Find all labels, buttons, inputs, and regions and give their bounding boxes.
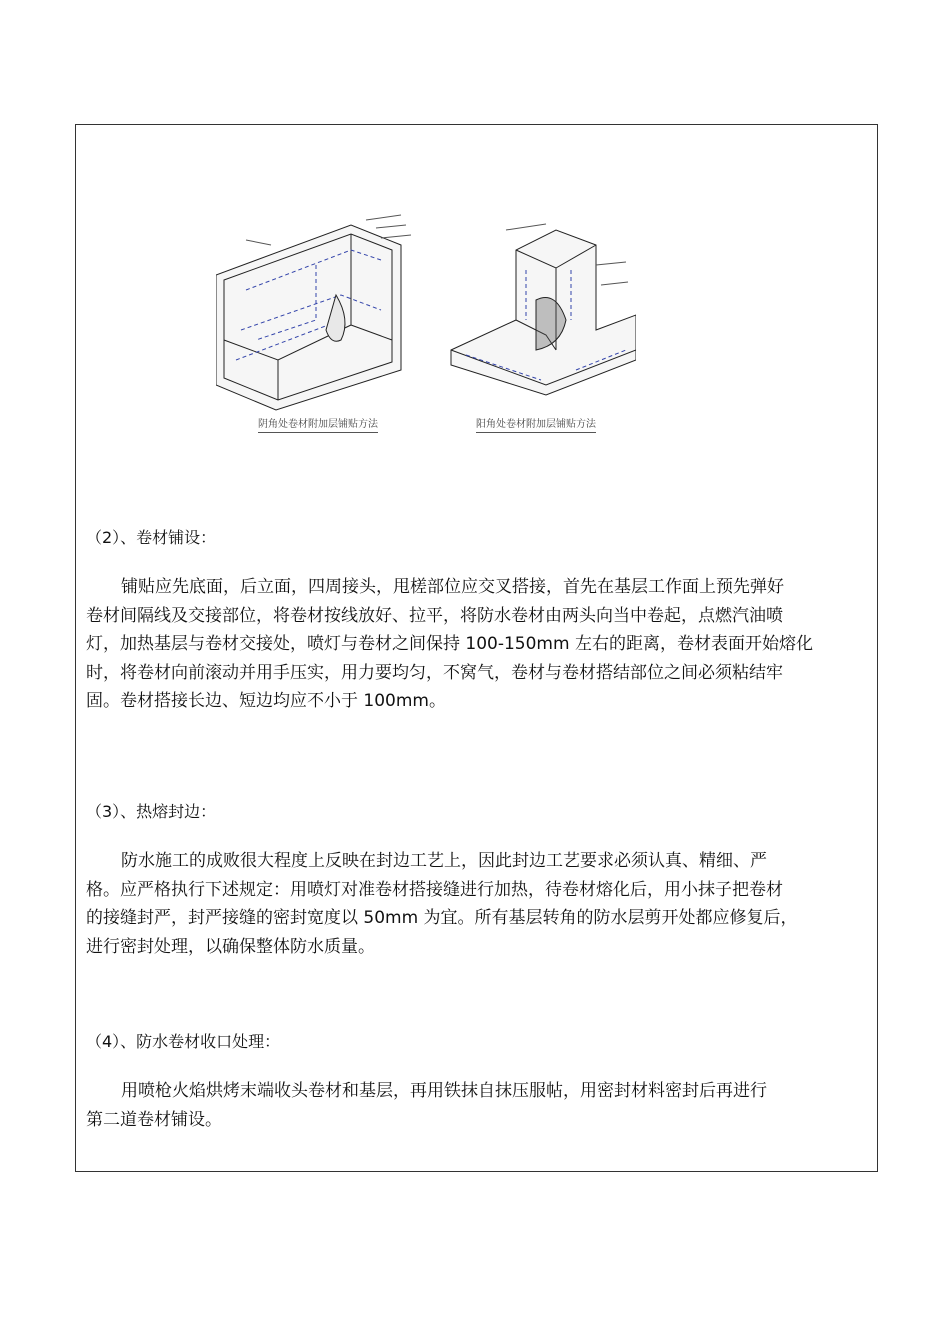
section-body-edge-finishing — [86, 1077, 871, 1134]
body-line: 的接缝封严，封严接缝的密封宽度以 50mm 为宜。所有基层转角的防水层剪开处都应修复后， — [86, 908, 798, 928]
body-line: 第二道卷材铺设。 — [86, 1109, 222, 1130]
waterproofing-diagrams — [216, 210, 636, 450]
section-heading-edge-finishing: （4）、防水卷材收口处理： — [86, 1032, 281, 1051]
body-line: 格。应严格执行下述规定：用喷灯对准卷材搭接缝进行加热，待卷材熔化后，用小抹子把卷材 — [86, 879, 783, 900]
body-line: 进行密封处理，以确保整体防水质量。 — [86, 936, 375, 957]
section-body-membrane-laying — [86, 573, 871, 716]
body-line: 铺贴应先底面，后立面，四周接头，甩槎部位应交叉搭接，首先在基层工作面上预先弹好 — [121, 577, 784, 597]
body-line: 灯，加热基层与卷材交接处，喷灯与卷材之间保持 100-150mm 左右的距离，卷材表面开始熔化 — [86, 634, 813, 654]
section-heading-membrane-laying: （2）、卷材铺设： — [86, 528, 217, 547]
section-body-heat-sealing — [86, 847, 871, 961]
body-line: 防水施工的成败很大程度上反映在封边工艺上，因此封边工艺要求必须认真、精细、严 — [121, 851, 767, 871]
body-line: 用喷枪火焰烘烤末端收头卷材和基层，再用铁抹自抹压服帖，用密封材料密封后再进行 — [121, 1081, 767, 1101]
figure-caption-external-corner: 阳角处卷材附加层铺贴方法 — [476, 415, 596, 433]
section-heading-heat-sealing: （3）、热熔封边： — [86, 802, 217, 821]
external-corner-drawing — [451, 224, 636, 395]
body-line: 卷材间隔线及交接部位，将卷材按线放好、拉平，将防水卷材由两头向当中卷起，点燃汽油喷 — [86, 605, 783, 626]
body-line: 时，将卷材向前滚动并用手压实，用力要均匀，不窝气，卷材与卷材搭结部位之间必须粘结牢 — [86, 662, 783, 683]
internal-corner-drawing — [216, 215, 411, 410]
body-line: 固。卷材搭接长边、短边均应不小于 100mm。 — [86, 691, 446, 711]
document-frame — [75, 124, 878, 1172]
figure-caption-internal-corner: 阴角处卷材附加层铺贴方法 — [258, 415, 378, 433]
